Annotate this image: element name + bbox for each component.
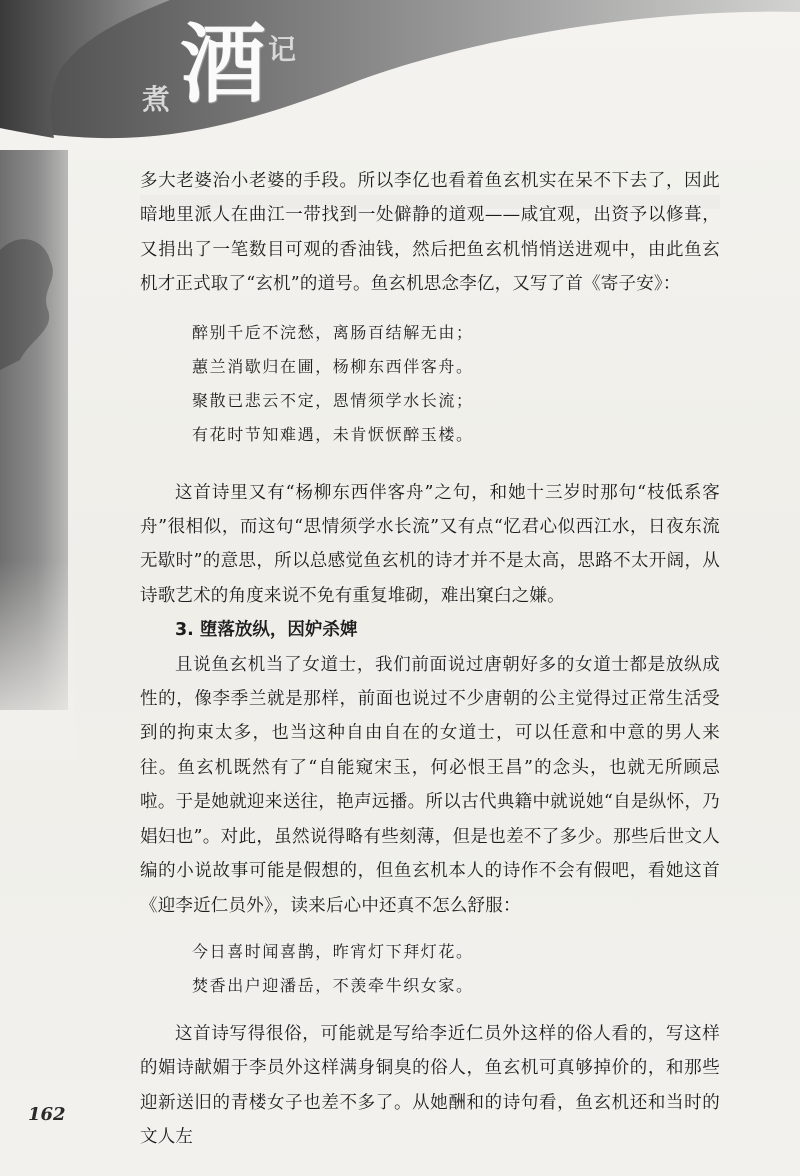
section-heading: 3. 堕落放纵，因妒杀婢 <box>175 620 358 641</box>
book-title-char-ji: 记 <box>268 33 297 66</box>
poem-line: 有花时节知难遇，未肯恹恹醉玉楼。 <box>192 424 474 444</box>
book-title-char-zhu: 煮 <box>142 83 171 116</box>
header-wave-banner <box>0 0 800 160</box>
poem-line: 醉别千卮不浣愁，离肠百结解无由； <box>192 322 474 342</box>
left-band-fade <box>0 560 75 760</box>
poem-line: 今日喜时闻喜鹊，昨宵灯下拜灯花。 <box>192 941 474 961</box>
paragraph-4: 这首诗写得很俗，可能就是写给李近仁员外这样的俗人看的，写这样的媚诗献媚于李员外这样满身铜臭的俗人，鱼玄机可真够掉价的，和那些迎新送旧的青楼女子也差不多了。从她酬和的诗句看，鱼玄机还和当时的文人左 <box>140 1023 720 1148</box>
paragraph-2: 这首诗里又有“杨柳东西伴客舟”之句，和她十三岁时那句“枝低系客舟”很相似，而这句“思情须学水长流”又有点“忆君心似西江水，日夜东流无歇时”的意思，所以总感觉鱼玄机的诗才并不是太高，思路不太开阔，从诗歌艺术的角度来说不免有重复堆砌，难出窠臼之嫌。 <box>140 482 720 606</box>
book-title-logo <box>130 14 310 130</box>
page-number: 162 <box>28 1104 66 1125</box>
poem-ji-zi-an <box>140 316 720 452</box>
tree-silhouette-decoration <box>0 220 60 380</box>
paragraph-1: 多大老婆治小老婆的手段。所以李亿也看着鱼玄机实在呆不下去了，因此暗地里派人在曲江一带找到一处僻静的道观——咸宜观，出资予以修葺，又捐出了一笔数目可观的香油钱，然后把鱼玄机悄悄送进观中，由此鱼玄机才正式取了“玄机”的道号。鱼玄机思念李亿，又写了首《寄子安》： <box>140 171 720 295</box>
main-text <box>140 164 720 1155</box>
poem-line: 焚香出户迎潘岳，不羡牵牛织女家。 <box>192 975 474 995</box>
poem-ying-li-jin-ren <box>140 935 720 1003</box>
paragraph-3: 且说鱼玄机当了女道士，我们前面说过唐朝好多的女道士都是放纵成性的，像李季兰就是那样，前面也说过不少唐朝的公主觉得过正常生活受到的拘束太多，也当这种自由自在的女道士，可以任意和中意的男人来往。鱼玄机既然有了“自能窥宋玉，何必恨王昌”的念头，也就无所顾忌啦。于是她就迎来送往，艳声远播。所以古代典籍中就说她“自是纵怀，乃娼妇也”。对此，虽然说得略有些刻薄，但是也差不了多少。那些后世文人编的小说故事可能是假想的，但鱼玄机本人的诗作不会有假吧，看她这首《迎李近仁员外》，读来后心中还真不怎么舒服： <box>140 654 720 916</box>
book-title-char-jiu: 酒 <box>180 14 266 115</box>
poem-line: 聚散已悲云不定，恩情须学水长流； <box>192 390 474 410</box>
poem-line: 蕙兰消歇归在圃，杨柳东西伴客舟。 <box>192 356 474 376</box>
